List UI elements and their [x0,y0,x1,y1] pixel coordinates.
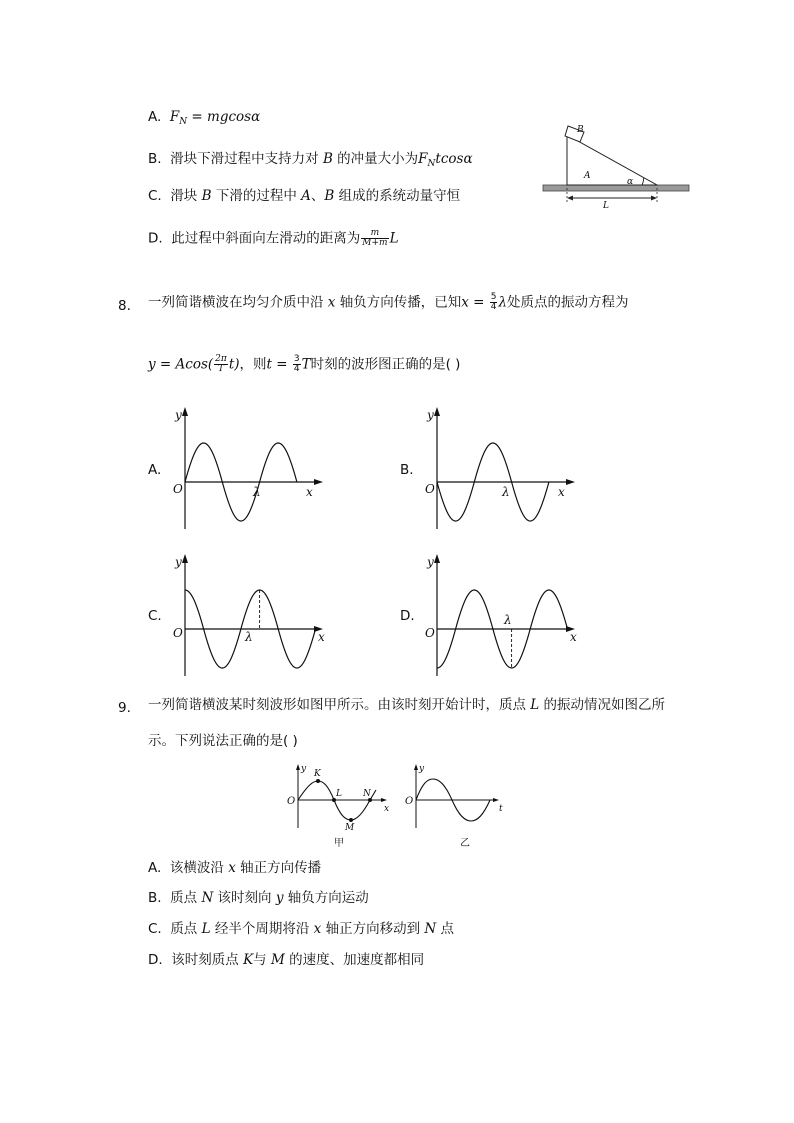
math-text: B [201,188,212,204]
q9-option-a[interactable] [148,859,321,877]
y-axis-arrow [182,407,188,416]
math-text: M [270,952,285,968]
origin-label: O [173,482,183,496]
q7-option-c [148,187,460,205]
option-text: 的速度、加速度都相同 [284,952,425,968]
option-label: A. [148,109,162,125]
option-label: D. [148,230,163,247]
label-N: N [363,789,371,799]
y-label: y [427,408,434,422]
math-text: L [389,230,399,247]
fraction-numerator: m [361,229,388,239]
t-label: t [499,804,503,814]
q8-stem-line1 [148,293,629,312]
math-text: T [301,356,311,373]
incline-figure [540,122,690,212]
point-M [349,818,353,822]
math-text: t) [228,356,240,373]
option-text: 该时刻质点 [171,952,244,968]
fraction-denominator: T [217,364,224,374]
math-text: y = Acos( [148,356,214,373]
x-label: x [570,630,577,644]
math-text: F [418,151,428,167]
math-text: x = [461,294,489,311]
q8-option-d-label[interactable]: D. [400,608,415,624]
option-text: 质点 [170,890,202,906]
stem-text: ，则 [239,356,267,373]
label-alpha: α [627,177,634,187]
y-axis-arrow [434,407,440,416]
label-L: L [603,201,609,211]
lambda-label: λ [253,485,261,499]
point-K [316,779,320,783]
fraction-denominator: 4 [293,364,300,374]
math-text: L [201,921,211,937]
arrow-head-left [567,196,573,201]
q9-figure-jia [284,760,394,850]
stem-text: 一列简谐横波在均匀介质中沿 [148,294,328,311]
q8-graph-b [422,405,582,535]
t-axis-arrow [493,798,499,802]
option-text: 下滑的过程中 [211,188,302,204]
x-label: x [306,485,313,499]
q9-option-c[interactable] [148,920,454,938]
q7-option-a [148,108,260,131]
x-label: x [384,804,390,814]
option-text: 滑块下滑过程中支持力对 [170,151,323,167]
option-text: 该横波沿 [169,860,229,876]
option-text: 滑块 [170,188,202,204]
math-subscript: N [179,117,188,127]
math-text: B [324,188,335,204]
q8-option-a-label[interactable]: A. [148,462,162,478]
x-axis-arrow [566,479,575,485]
math-text: x [313,921,322,937]
y-label: y [175,555,182,569]
label-L: L [336,789,342,799]
fraction-numerator: 5 [490,292,497,302]
fraction [293,355,301,374]
fraction-numerator: 2π [215,354,227,364]
option-text: 轴负方向运动 [283,890,369,906]
q8-option-c-label[interactable]: C. [148,608,162,624]
option-label: C. [148,921,162,937]
option-text: 轴正方向移动到 [321,921,425,937]
option-text: 组成的系统动量守恒 [334,188,461,204]
math-text: x [228,860,236,876]
origin-label: O [425,482,435,496]
lambda-label: λ [504,613,512,627]
y-label: y [419,764,425,774]
option-label: B. [148,151,162,167]
lambda-label: λ [502,485,510,499]
option-label: B. [148,890,162,906]
origin-label: O [425,626,435,640]
q9-option-b[interactable] [148,889,369,907]
x-axis-arrow [314,479,323,485]
x-label: x [318,630,325,644]
stem-text: 的振动情况如图乙所 [539,697,666,713]
lambda-label: λ [245,630,253,644]
y-axis-arrow [296,764,300,770]
stem-text: 处质点的振动方程为 [507,294,629,311]
label-A: A [584,171,591,181]
q8-option-b-label[interactable]: B. [400,462,414,478]
q9-stem-line2: 示。下列说法正确的是( ) [148,733,298,749]
y-label: y [427,555,434,569]
option-text: 的冲量大小为 [332,151,419,167]
label-K: K [314,769,321,779]
q9-stem-line1 [148,696,665,714]
origin-label: O [287,796,296,807]
origin-label: O [405,796,414,807]
option-text: 点 [436,921,454,937]
incline-wedge [567,135,657,185]
x-axis-arrow [381,798,387,802]
fraction [214,355,228,374]
math-text: A [301,188,311,204]
option-label: D. [148,952,163,968]
option-text: 与 [253,952,271,968]
math-text: K [243,952,254,968]
stem-text: 一列简谐横波某时刻波形如图甲所示。由该时刻开始计时，质点 [148,697,531,713]
option-text: 质点 [170,921,202,937]
y-axis-arrow [434,554,440,563]
ground-surface [543,185,689,191]
fraction-numerator: 3 [293,354,300,364]
q8-graph-a [170,405,330,535]
math-text: y [275,890,284,906]
q9-figure-yi [402,760,502,850]
y-label: y [301,764,307,774]
y-label: y [175,408,182,422]
arrow-head-right [651,196,657,201]
fraction-denominator: 4 [490,302,497,312]
math-text: N [424,921,437,937]
math-text: N [201,890,214,906]
option-label: A. [148,860,162,876]
math-text: L [530,697,540,713]
math-text: λ [498,294,508,311]
q7-option-b [148,150,473,173]
q9-option-d[interactable] [148,951,424,969]
fraction [361,229,388,248]
figure-caption: 甲 [334,838,344,849]
q8-stem-line2 [148,355,460,374]
q7-option-d [148,229,399,248]
stem-text: 时刻的波形图正确的是( ) [310,356,461,373]
option-text: 轴正方向传播 [235,860,322,876]
x-label: x [558,485,565,499]
option-text: 此过程中斜面向左滑动的距离为 [171,230,361,247]
label-B: B [577,125,584,135]
stem-text: 轴负方向传播，已知 [335,294,462,311]
math-text: t = [266,356,292,373]
option-text: 该时刻向 [213,890,276,906]
math-text: x [327,294,336,311]
fraction-denominator: M+m [362,238,388,248]
fraction [490,293,498,312]
option-label: C. [148,188,162,204]
math-text: tcosα [435,151,473,167]
figure-caption: 乙 [460,838,470,849]
q8-graph-c [170,552,330,682]
q8-number: 8. [118,298,131,314]
q8-graph-d [422,552,582,682]
option-text: 、 [310,188,325,204]
math-text: = mgcosα [187,109,261,125]
math-subscript: N [427,159,436,169]
math-text: B [322,151,333,167]
y-axis-arrow [414,764,418,770]
option-text: 经半个周期将沿 [210,921,314,937]
label-M: M [345,823,355,833]
origin-label: O [173,626,183,640]
q9-number: 9. [118,700,131,716]
math-text: F [169,109,180,125]
y-axis-arrow [182,554,188,563]
